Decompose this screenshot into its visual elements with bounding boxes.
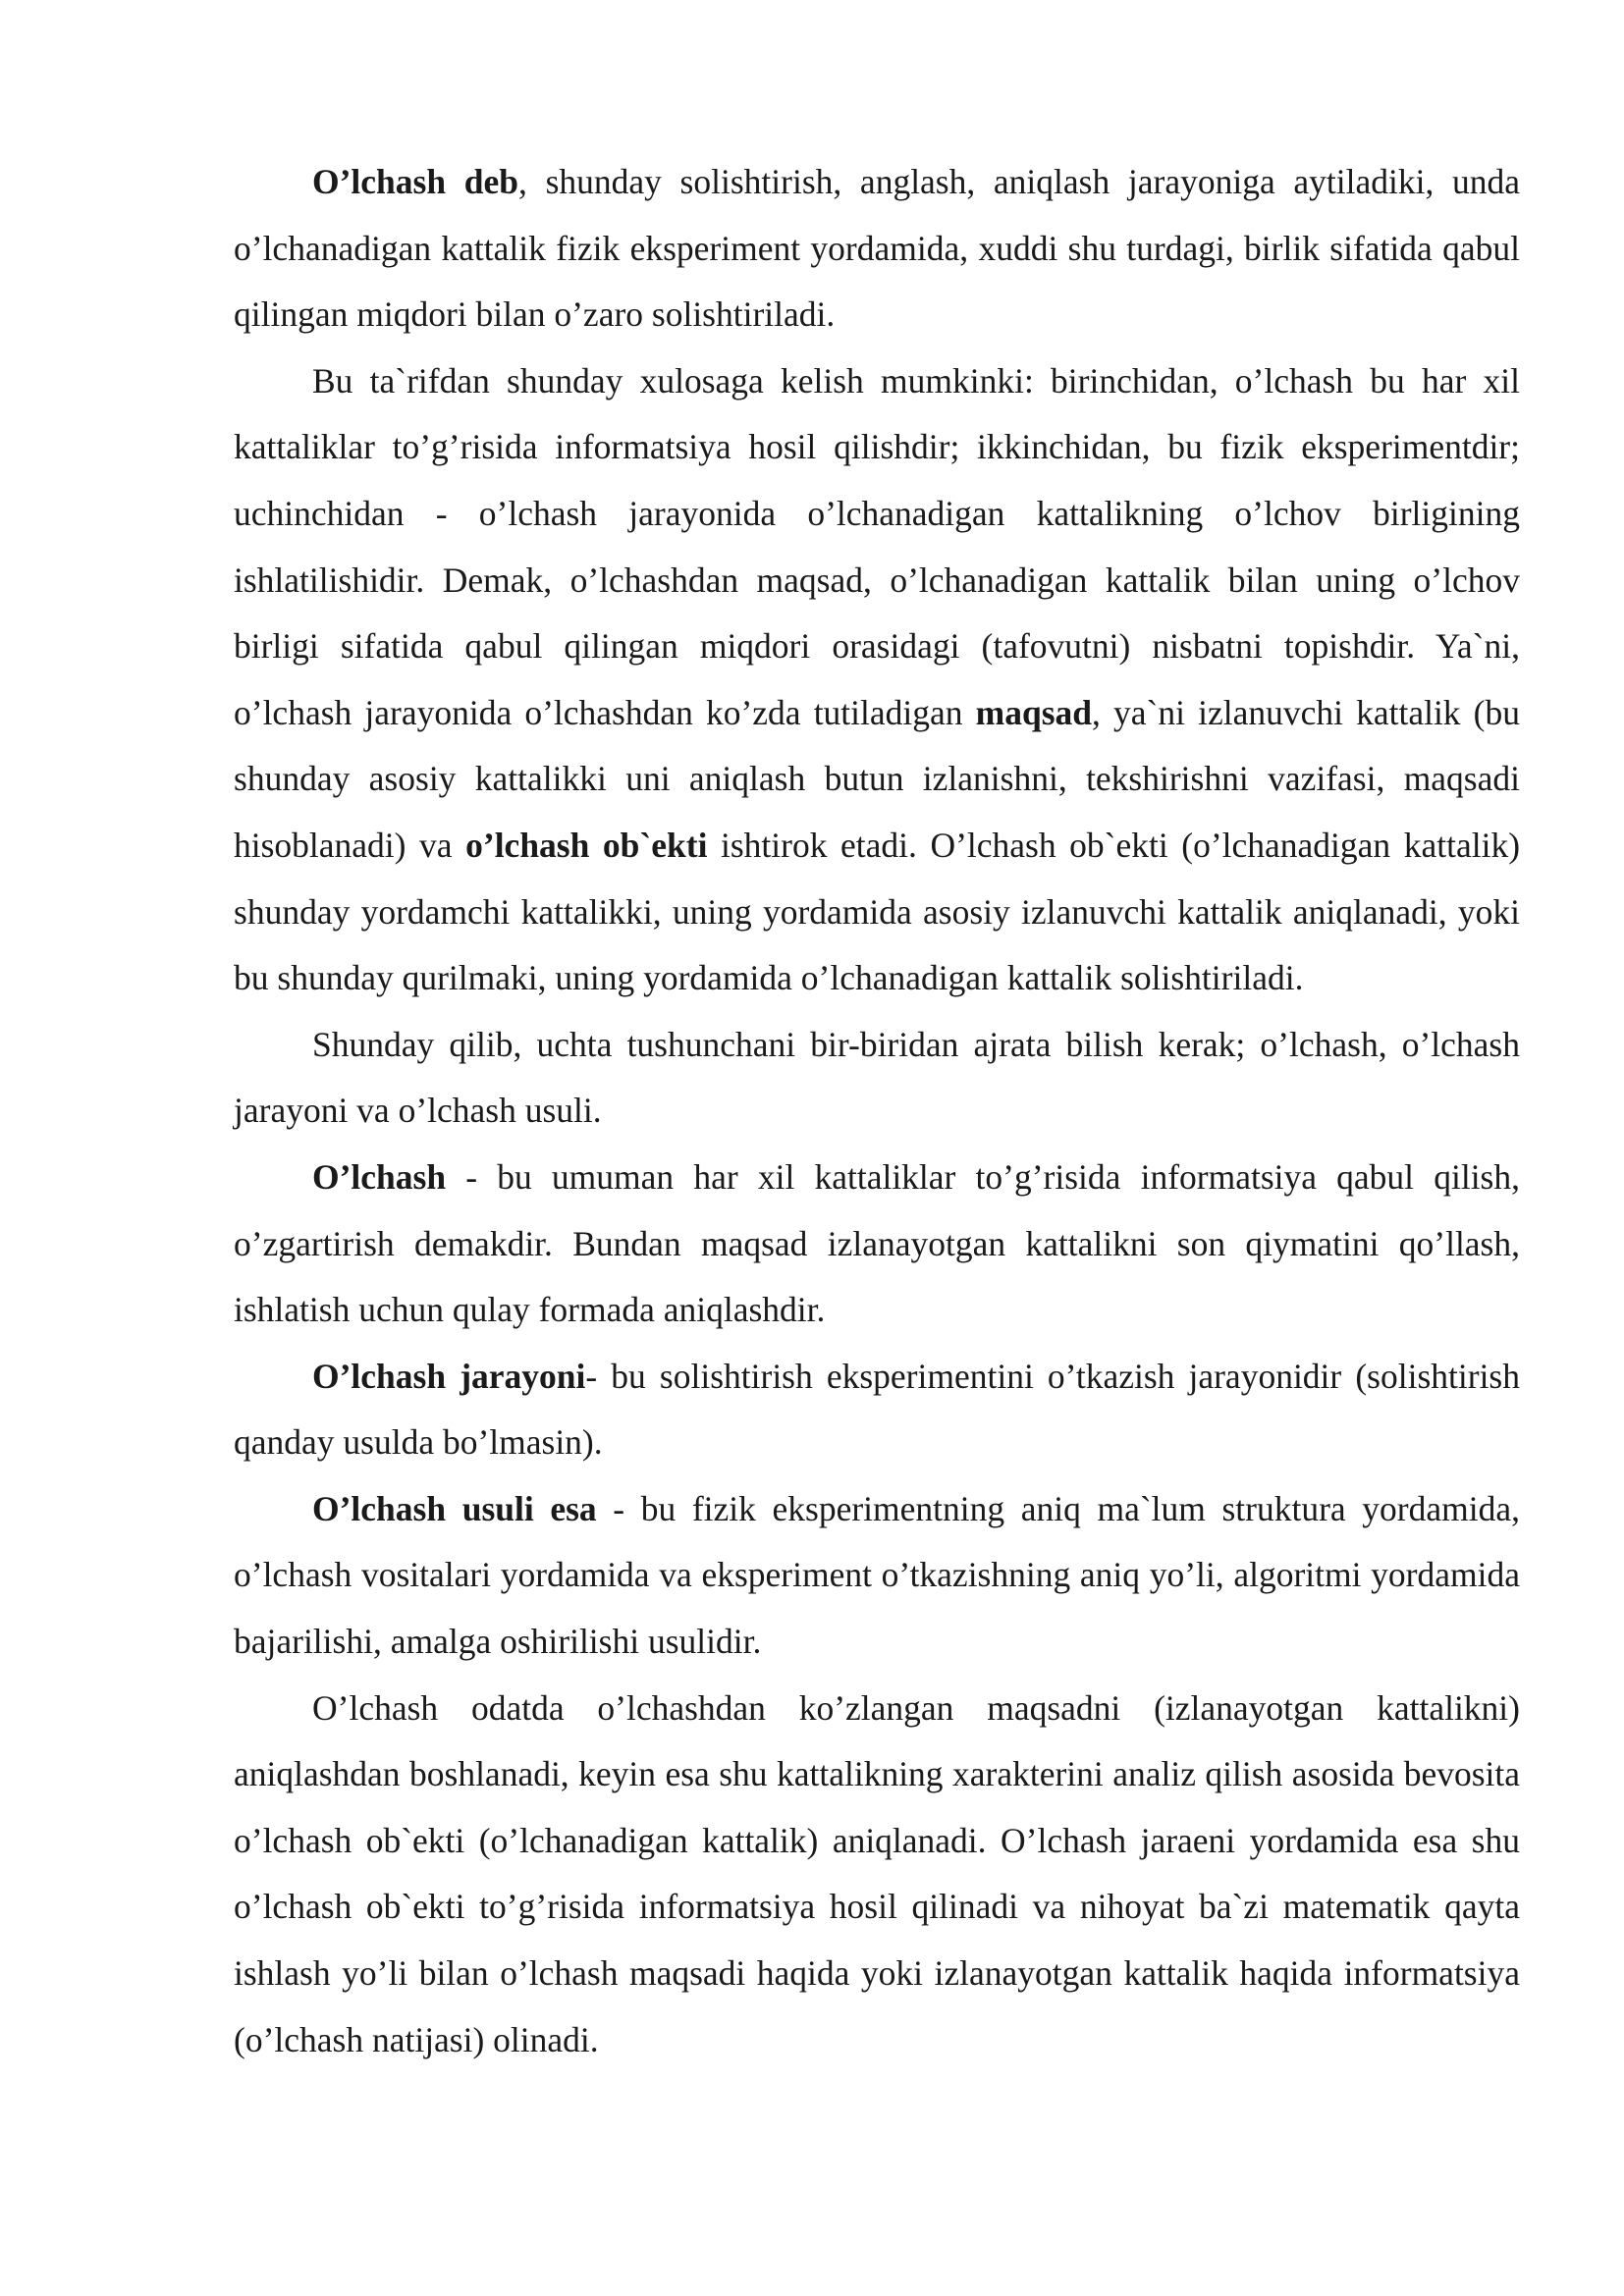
paragraph-text: O’lchash odatda o’lchashdan ko’zlangan maqsadni (izlanayotgan kattalikni) aniqlashdan boshlanadi, keyin esa shu kattalikning xarakterini analiz qilish asosida bevosita o’lchash ob`ekti (o’lchanadigan kattalik) aniqlanadi. O’lchash jaraeni yordamida esa shu o’lchash ob`ekti to’g’risida informatsiya hosil qilinadi va nihoyat ba`zi matematik qayta ishlash yo’li bilan o’lchash maqsadi haqida yoki izlanayotgan kattalik haqida informatsiya (o’lchash natijasi) olinadi.	[234, 1687, 1520, 2059]
term-olchash: O’lchash	[312, 1156, 447, 1197]
paragraph-text: - bu umuman har xil kattaliklar to’g’risida informatsiya qabul qilish, o’zgartirish demakdir. Bundan maqsad izlanayotgan kattalikni son qiymatini qo’llash, ishlatish uchun qulay formada aniqlashdir.	[234, 1156, 1520, 1330]
paragraph-text: , ya`ni izlanuvchi kattalik (bu shunday asosiy kattalikki uni aniqlash butun izlanishni, tekshirishni vazifasi, maqsadi hisoblanadi) va	[234, 692, 1521, 865]
paragraph-text: Bu ta`rifdan shunday xulosaga kelish mumkinki: birinchidan, o’lchash bu har xil kattaliklar to’g’risida informatsiya hosil qilishdir; ikkinchidan, bu fizik eksperimentdir; uchinchidan - o’lchash jarayonida o’lchanadigan kattalikning o’lchov birligining ishlatilishidir. Demak, o’lchashdan maqsad, o’lchanadigan kattalik bilan uning o’lchov birligi sifatida qabul qilingan miqdori orasidagi (tafovutni) nisbatni topishdir. Ya`ni, o’lchash jarayonida o’lchashdan ko’zda tutiladigan	[234, 360, 1520, 732]
paragraph-text: Shunday qilib, uchta tushunchani bir-biridan ajrata bilish kerak; o’lchash, o’lchash jarayoni va o’lchash usuli.	[234, 1024, 1520, 1131]
term-maqsad: maqsad	[975, 692, 1093, 732]
term-olchash-deb: O’lchash deb	[312, 162, 519, 201]
paragraph-text: - bu fizik eksperimentning aniq ma`lum struktura yordamida, o’lchash vositalari yordamida va eksperiment o’tkazishning aniq yo’li, algoritmi yordamida bajarilishi, amalga oshirilishi usulidir.	[234, 1488, 1520, 1662]
paragraph-text: ishtirok etadi. O’lchash ob`ekti (o’lchanadigan kattalik) shunday yordamchi kattalikki, uning yordamida asosiy izlanuvchi kattalik aniqlanadi, yoki bu shunday qurilmaki, uning yordamida o’lchanadigan kattalik solishtiriladi.	[234, 825, 1521, 998]
document-body	[234, 149, 1520, 2073]
paragraph-olchash-usuli	[234, 1476, 1520, 1676]
paragraph-olchash-jarayoni	[234, 1344, 1520, 1476]
term-olchash-usuli: O’lchash usuli esa	[312, 1488, 597, 1528]
term-olchash-obekti: o’lchash ob`ekti	[465, 825, 708, 865]
paragraph-text: , shunday solishtirish, anglash, aniqlash jarayoniga aytiladiki, unda o’lchanadigan kattalik fizik eksperiment yordamida, xuddi shu turdagi, birlik sifatida qabul qilingan miqdori bilan o’zaro solishtiriladi.	[234, 162, 1520, 335]
term-olchash-jarayoni: O’lchash jarayoni	[312, 1356, 586, 1396]
paragraph-conclusion	[234, 348, 1520, 1012]
paragraph-three-concepts	[234, 1012, 1520, 1145]
paragraph-text: - bu solishtirish eksperimentini o’tkazish jarayonidir (solishtirish qanday usulda bo’lmasin).	[234, 1356, 1520, 1463]
paragraph-definition	[234, 149, 1520, 348]
paragraph-olchash	[234, 1145, 1520, 1344]
paragraph-olchash-process	[234, 1676, 1520, 2074]
